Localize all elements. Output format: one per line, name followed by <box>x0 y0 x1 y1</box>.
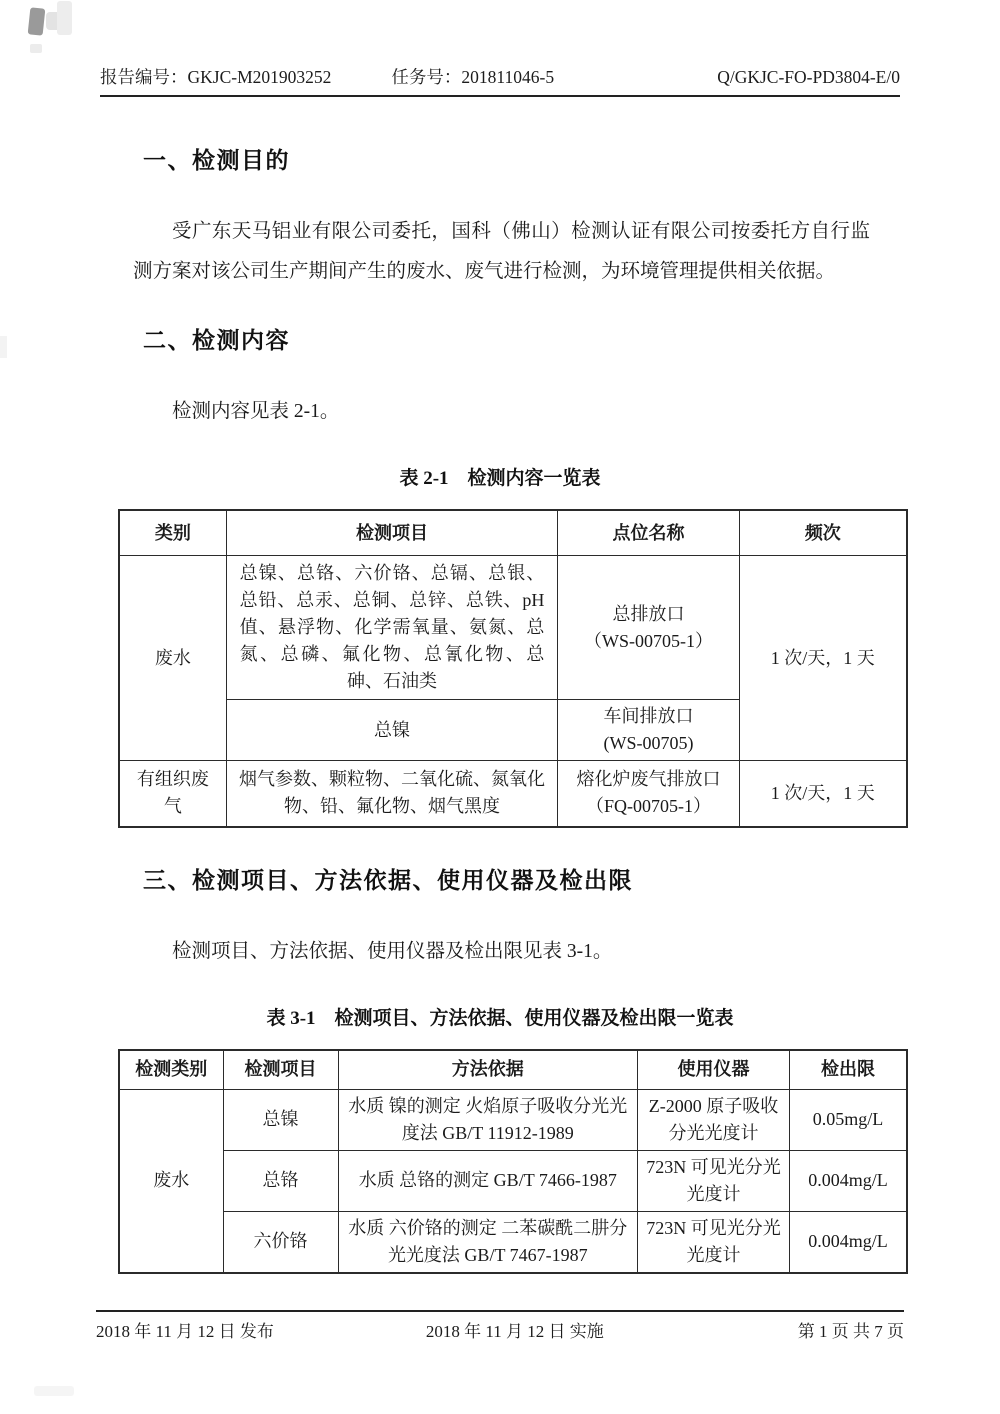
table-2-1-caption: 表 2-1 检测内容一览表 <box>399 468 601 489</box>
table-2-1 <box>118 509 908 828</box>
section-2-paragraph: 检测内容见表 2-1。 <box>172 401 340 422</box>
site-code: （WS-00705-1） <box>584 630 713 651</box>
instrument-cell: Z-2000 原子吸收分光光度计 <box>638 1089 790 1150</box>
task-number-label: 任务号： <box>391 67 462 87</box>
column-header-category: 类别 <box>119 510 226 556</box>
instrument-cell: 723N 可见光分光光度计 <box>638 1150 790 1211</box>
scan-artifact <box>57 1 72 35</box>
scan-artifact <box>34 1386 74 1396</box>
section-1-title: 一、检测目的 <box>143 147 290 173</box>
site-code: (WS-00705) <box>603 733 694 753</box>
footer-page-number: 第 1 页 共 7 页 <box>797 1322 904 1341</box>
limit-cell: 0.05mg/L <box>790 1089 907 1150</box>
site-name: 熔化炉废气排放口 <box>576 769 721 790</box>
item-cell: 总铬 <box>223 1150 338 1211</box>
column-header-site: 点位名称 <box>558 510 739 556</box>
site-name: 总排放口 <box>612 603 685 624</box>
frequency-cell: 1 次/天，1 天 <box>739 556 907 761</box>
site-cell <box>558 700 739 761</box>
items-cell: 总镍 <box>226 700 558 761</box>
table-row <box>119 1150 907 1211</box>
footer-implement-date: 2018 年 11 月 12 日 实施 <box>425 1322 604 1341</box>
limit-cell: 0.004mg/L <box>790 1211 907 1273</box>
table-row <box>119 1089 907 1150</box>
table-3-1 <box>118 1049 908 1274</box>
method-cell: 水质 六价铬的测定 二苯碳酰二肼分光光度法 GB/T 7467-1987 <box>338 1211 637 1273</box>
section-3-title: 三、检测项目、方法依据、使用仪器及检出限 <box>143 866 633 893</box>
scan-artifact <box>0 336 7 358</box>
document-body <box>100 96 900 1274</box>
method-cell: 水质 镍的测定 火焰原子吸收分光光度法 GB/T 11912-1989 <box>338 1089 637 1150</box>
column-header-items: 检测项目 <box>226 510 558 556</box>
site-name: 车间排放口 <box>603 706 694 726</box>
table-row <box>119 556 907 700</box>
column-header-limit: 检出限 <box>790 1050 907 1090</box>
section-3-paragraph: 检测项目、方法依据、使用仪器及检出限见表 3-1。 <box>172 940 613 962</box>
report-number-value: GKJC-M201903252 <box>187 67 332 87</box>
page-header <box>100 64 900 97</box>
scan-artifact <box>46 12 72 30</box>
site-cell <box>558 556 739 700</box>
category-cell: 有组织废气 <box>119 761 226 827</box>
task-number-value: 201811046-5 <box>461 67 555 87</box>
item-cell: 六价铬 <box>223 1211 338 1273</box>
site-cell <box>558 761 739 827</box>
section-1-paragraph: 受广东天马铝业有限公司委托，国科（佛山）检测认证有限公司按委托方自行监测方案对该公司生产期间产生的废水、废气进行检测，为环境管理提供相关依据。 <box>133 221 870 282</box>
method-cell: 水质 总铬的测定 GB/T 7466-1987 <box>338 1150 637 1211</box>
column-header-frequency: 频次 <box>739 510 907 556</box>
scan-artifact <box>28 7 46 35</box>
table-3-1-caption: 表 3-1 检测项目、方法依据、使用仪器及检出限一览表 <box>266 1007 734 1029</box>
column-header-item: 检测项目 <box>223 1050 338 1090</box>
column-header-category: 检测类别 <box>119 1050 223 1090</box>
site-code: （FQ-00705-1） <box>586 796 711 817</box>
category-cell: 废水 <box>119 556 226 761</box>
instrument-cell: 723N 可见光分光光度计 <box>638 1211 790 1273</box>
report-number <box>100 64 331 89</box>
scan-artifact <box>30 44 42 53</box>
limit-cell: 0.004mg/L <box>790 1150 907 1211</box>
table-row <box>119 1050 907 1090</box>
items-cell: 烟气参数、颗粒物、二氧化硫、氮氧化物、铅、氟化物、烟气黑度 <box>226 761 558 827</box>
category-cell: 废水 <box>119 1089 223 1273</box>
section-2-title: 二、检测内容 <box>143 327 290 353</box>
column-header-method: 方法依据 <box>338 1050 637 1090</box>
frequency-cell: 1 次/天，1 天 <box>739 761 907 827</box>
document-code: Q/GKJC-FO-PD3804-E/0 <box>717 67 900 87</box>
item-cell: 总镍 <box>223 1089 338 1150</box>
table-row <box>119 510 907 556</box>
column-header-instrument: 使用仪器 <box>638 1050 790 1090</box>
report-number-label: 报告编号： <box>100 67 188 87</box>
footer-issue-date: 2018 年 11 月 12 日 发布 <box>96 1322 274 1341</box>
page-footer <box>96 1310 904 1342</box>
table-row <box>119 761 907 827</box>
table-row <box>119 1211 907 1273</box>
task-number <box>391 64 554 89</box>
items-cell: 总镍、总铬、六价铬、总镉、总银、总铅、总汞、总铜、总锌、总铁、pH 值、悬浮物、化学需氧量、氨氮、总氮、总磷、氟化物、总氰化物、总砷、石油类 <box>226 556 558 700</box>
